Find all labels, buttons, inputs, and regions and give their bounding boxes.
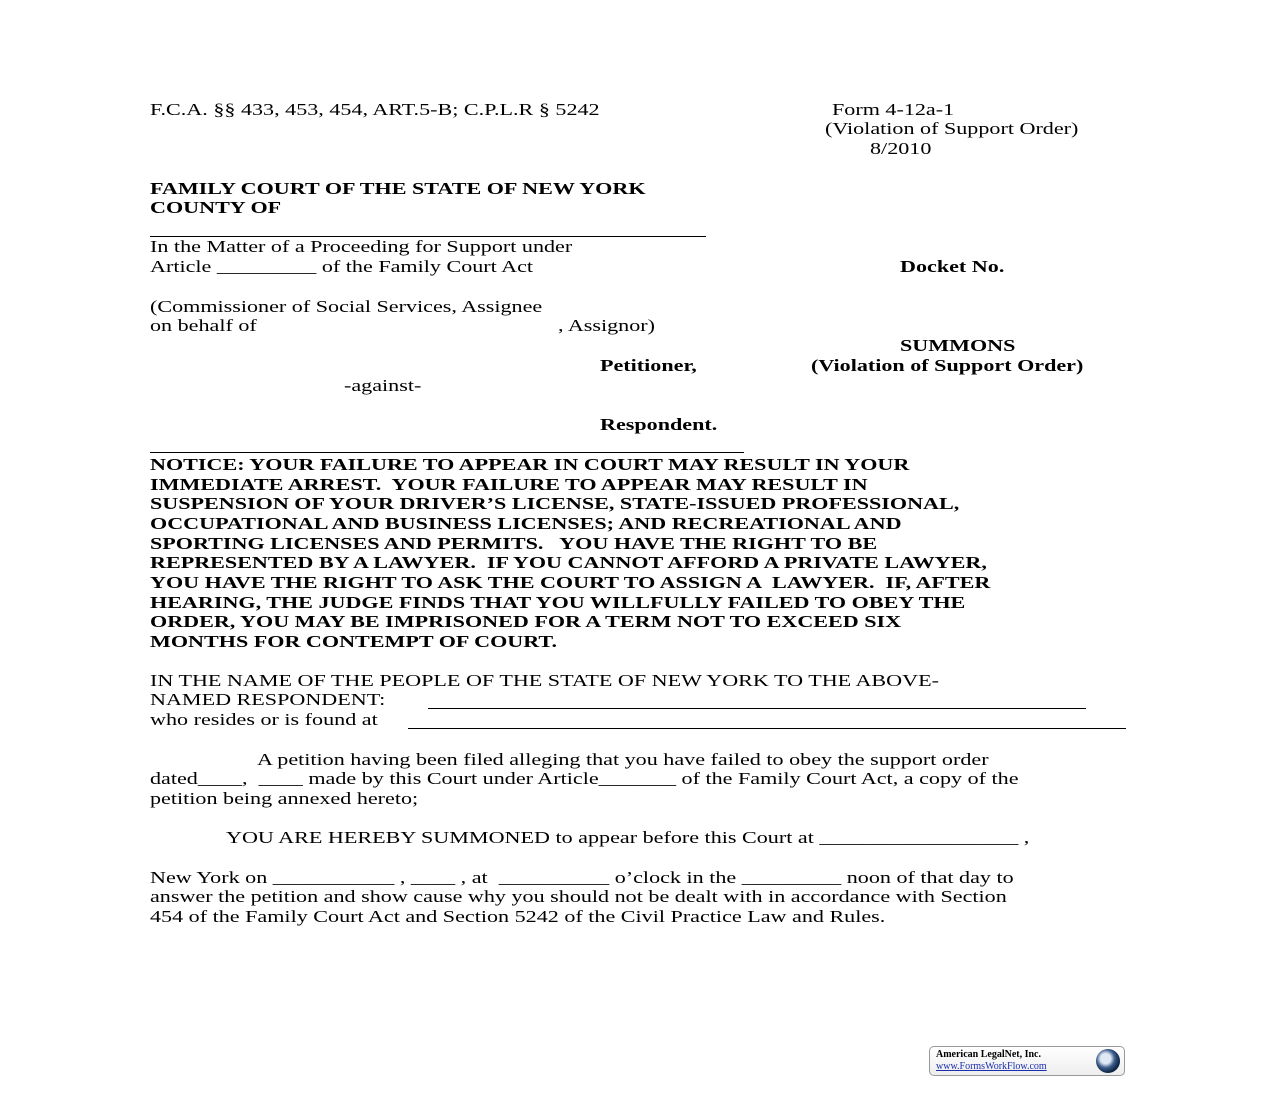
- notice-line: OCCUPATIONAL AND BUSINESS LICENSES; AND RECREATIONAL AND: [150, 514, 902, 533]
- americanlegalnet-logo[interactable]: [929, 1046, 1125, 1076]
- assignor-label: , Assignor): [558, 316, 656, 335]
- notice-line: IMMEDIATE ARREST. YOUR FAILURE TO APPEAR MAY RESULT IN: [150, 475, 868, 494]
- globe-icon: [1096, 1049, 1120, 1073]
- appear-line-1: New York on ___________ , ____ , at __________ o’clock in the _________ noon of that day to: [150, 868, 1014, 887]
- docket-label: Docket No.: [900, 257, 1005, 276]
- notice-line: YOU HAVE THE RIGHT TO ASK THE COURT TO ASSIGN A LAWYER. IF, AFTER: [150, 573, 991, 592]
- document-subtitle: (Violation of Support Order): [811, 356, 1084, 375]
- notice-line: SUSPENSION OF YOUR DRIVER’S LICENSE, STATE-ISSUED PROFESSIONAL,: [150, 494, 960, 513]
- caption-rule-bottom: [150, 452, 744, 453]
- petition-line-2: dated____, ____ made by this Court under Article_______ of the Family Court Act, a copy of the: [150, 769, 1019, 788]
- notice-line: MONTHS FOR CONTEMPT OF COURT.: [150, 632, 558, 651]
- people-line-2: NAMED RESPONDENT:: [150, 690, 386, 709]
- court-name: FAMILY COURT OF THE STATE OF NEW YORK: [150, 179, 646, 198]
- petitioner-label: Petitioner,: [600, 356, 697, 375]
- county-label: COUNTY OF: [150, 198, 282, 217]
- document-title: SUMMONS: [900, 336, 1016, 355]
- summoned-line: YOU ARE HEREBY SUMMONED to appear before this Court at __________________ ,: [226, 828, 1030, 847]
- matter-line-1: In the Matter of a Proceeding for Support under: [150, 237, 573, 256]
- statute-reference: F.C.A. §§ 433, 453, 454, ART.5-B; C.P.L.R § 5242: [150, 100, 600, 119]
- respondent-label: Respondent.: [600, 415, 718, 434]
- notice-line: NOTICE: YOUR FAILURE TO APPEAR IN COURT MAY RESULT IN YOUR: [150, 455, 910, 474]
- appear-line-3: 454 of the Family Court Act and Section 5242 of the Civil Practice Law and Rules.: [150, 907, 886, 926]
- appear-line-2: answer the petition and show cause why you should not be dealt with in accordance with Section: [150, 887, 1007, 906]
- notice-line: SPORTING LICENSES AND PERMITS. YOU HAVE THE RIGHT TO BE: [150, 534, 878, 553]
- form-description: (Violation of Support Order): [825, 119, 1079, 138]
- form-number: Form 4-12a-1: [832, 100, 955, 119]
- respondent-name-field[interactable]: [428, 708, 1086, 709]
- form-date: 8/2010: [870, 139, 932, 158]
- notice-line: HEARING, THE JUDGE FINDS THAT YOU WILLFULLY FAILED TO OBEY THE: [150, 593, 966, 612]
- logo-company-name: American LegalNet, Inc.: [936, 1049, 1041, 1060]
- logo-website-link[interactable]: www.FormsWorkFlow.com: [936, 1061, 1047, 1072]
- notice-line: REPRESENTED BY A LAWYER. IF YOU CANNOT AFFORD A PRIVATE LAWYER,: [150, 553, 987, 572]
- respondent-address-field[interactable]: [408, 728, 1126, 729]
- matter-line-2: Article _________ of the Family Court Act: [150, 257, 534, 276]
- people-line-3: who resides or is found at: [150, 710, 378, 729]
- petition-line-1: A petition having been filed alleging that you have failed to obey the support order: [257, 750, 989, 769]
- petition-line-3: petition being annexed hereto;: [150, 789, 419, 808]
- notice-line: ORDER, YOU MAY BE IMPRISONED FOR A TERM NOT TO EXCEED SIX: [150, 612, 902, 631]
- against-label: -against-: [344, 376, 422, 395]
- people-line-1: IN THE NAME OF THE PEOPLE OF THE STATE OF NEW YORK TO THE ABOVE-: [150, 671, 939, 690]
- commissioner-line-2: on behalf of: [150, 316, 257, 335]
- commissioner-line-1: (Commissioner of Social Services, Assignee: [150, 297, 543, 316]
